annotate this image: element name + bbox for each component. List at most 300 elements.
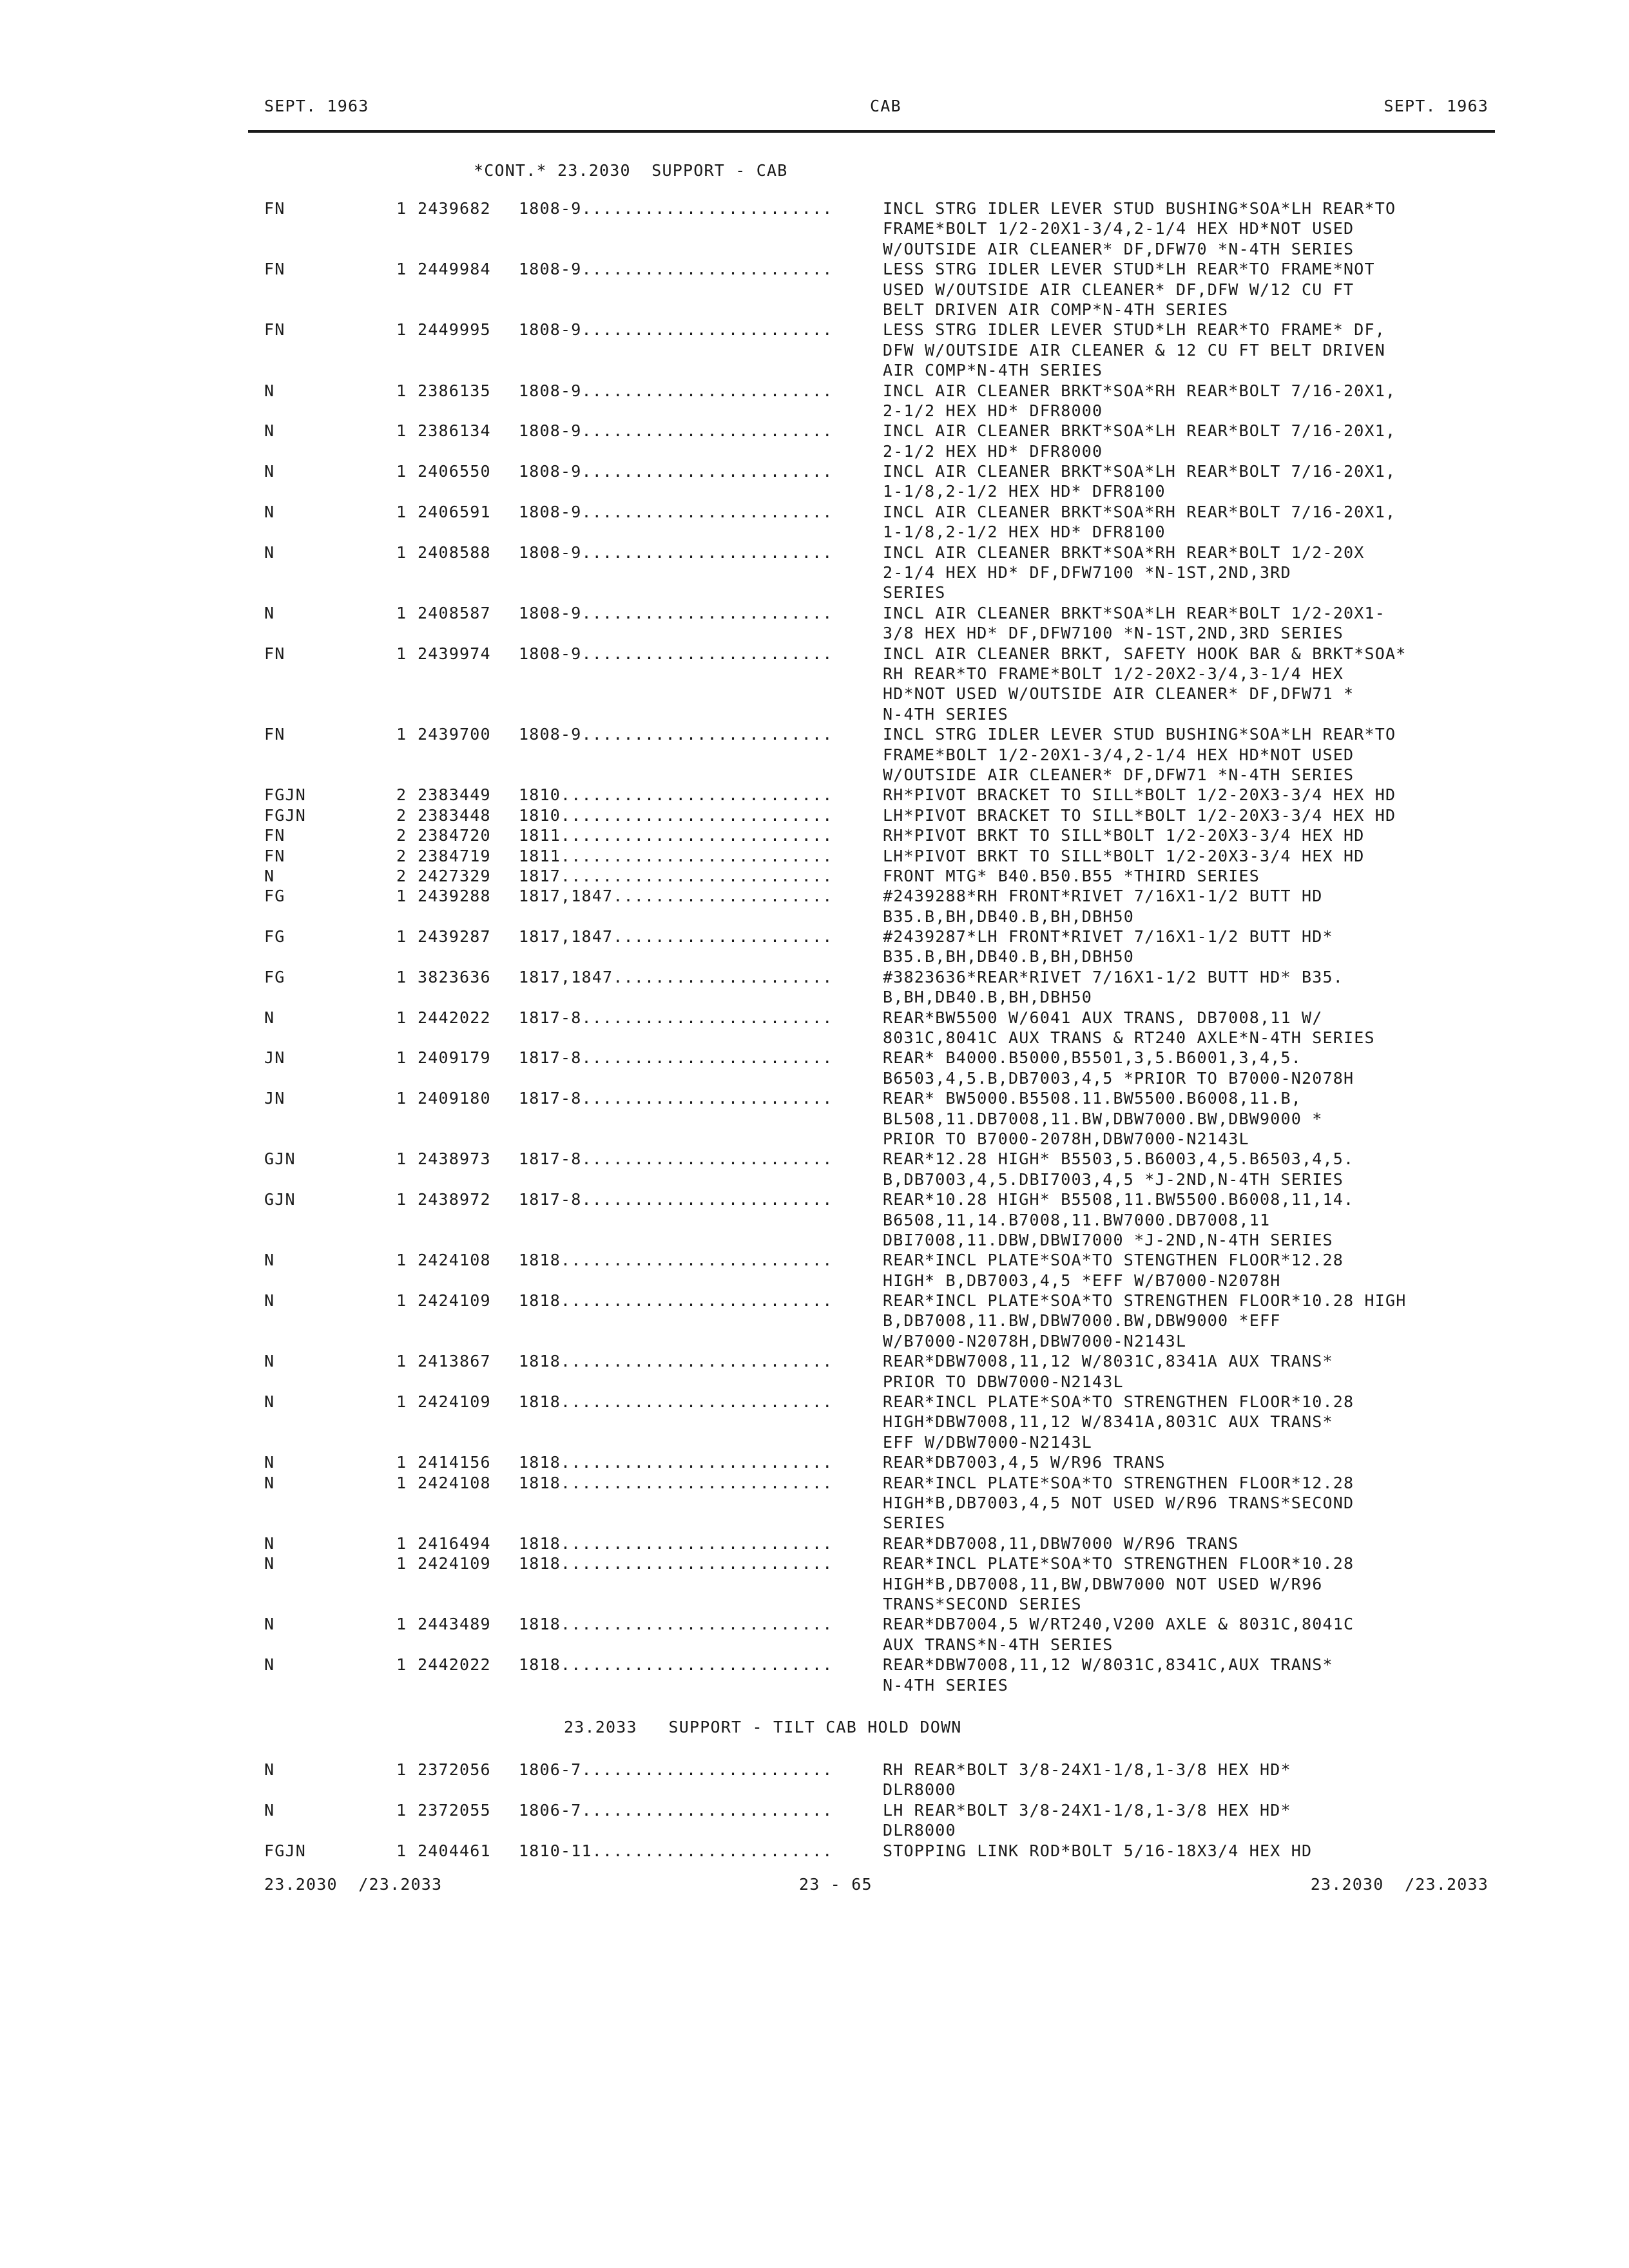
part-row-line bbox=[264, 421, 1514, 441]
quantity: 1 bbox=[396, 1473, 407, 1492]
model-code: JN bbox=[264, 1048, 285, 1068]
part-row-line bbox=[264, 1614, 1514, 1634]
figure-reference: 1806-7........................ bbox=[519, 1800, 833, 1820]
part-number: 2424108 bbox=[418, 1473, 491, 1492]
quantity: 1 bbox=[396, 887, 407, 906]
model-code: N bbox=[264, 1615, 275, 1634]
part-description: HIGH*DBW7008,11,12 W/8341A,8031C AUX TRANS* bbox=[883, 1412, 1333, 1432]
quantity: 1 bbox=[396, 1615, 407, 1634]
part-description: B,DB7003,4,5.DBI7003,4,5 *J-2ND,N-4TH SERIES bbox=[883, 1169, 1344, 1189]
part-number: 2372056 bbox=[418, 1760, 491, 1779]
figure-reference: 1817,1847..................... bbox=[519, 887, 833, 906]
model-code: FN bbox=[264, 199, 285, 218]
part-row-continuation bbox=[264, 1210, 1514, 1230]
part-number: 2372055 bbox=[418, 1800, 491, 1820]
part-description: W/OUTSIDE AIR CLEANER* DF,DFW71 *N-4TH SERIES bbox=[883, 765, 1354, 784]
part-row-continuation bbox=[264, 1129, 1514, 1149]
figure-reference: 1818.......................... bbox=[519, 1655, 833, 1675]
part-row bbox=[264, 381, 1514, 421]
part-row-line bbox=[264, 1655, 1514, 1675]
part-description: 3/8 HEX HD* DF,DFW7100 *N-1ST,2ND,3RD SERIES bbox=[883, 624, 1344, 643]
part-row bbox=[264, 825, 1514, 845]
part-description: HIGH*B,DB7008,11,BW,DBW7000 NOT USED W/R96 bbox=[883, 1574, 1323, 1593]
part-row-continuation bbox=[264, 522, 1514, 542]
part-description: #2439287*LH FRONT*RIVET 7/16X1-1/2 BUTT HD* bbox=[883, 927, 1333, 947]
part-description: STOPPING LINK ROD*BOLT 5/16-18X3/4 HEX HD bbox=[883, 1841, 1313, 1860]
part-row bbox=[264, 1149, 1514, 1189]
part-row-line bbox=[264, 1452, 1514, 1472]
part-row-continuation bbox=[264, 360, 1514, 380]
part-row bbox=[264, 1655, 1514, 1695]
quantity: 1 bbox=[396, 1533, 407, 1553]
model-code: N bbox=[264, 502, 275, 521]
figure-reference: 1818.......................... bbox=[519, 1251, 833, 1270]
model-code: N bbox=[264, 462, 275, 481]
figure-reference: 1817-8........................ bbox=[519, 1008, 833, 1027]
part-row-line bbox=[264, 866, 1514, 886]
quantity: 1 bbox=[396, 1149, 407, 1169]
part-description: BL508,11.DB7008,11.BW,DBW7000.BW,DBW9000 * bbox=[883, 1109, 1323, 1128]
part-description: B35.B,BH,DB40.B,BH,DBH50 bbox=[883, 947, 1135, 966]
model-code: N bbox=[264, 1453, 275, 1472]
figure-reference: 1817,1847..................... bbox=[519, 967, 833, 986]
model-code: FN bbox=[264, 846, 285, 865]
quantity: 1 bbox=[396, 1291, 407, 1311]
part-row-line bbox=[264, 1760, 1514, 1780]
model-code: FGJN bbox=[264, 785, 307, 805]
model-code: N bbox=[264, 1760, 275, 1779]
part-description: RH REAR*TO FRAME*BOLT 1/2-20X2-3/4,3-1/4 HEX bbox=[883, 664, 1344, 683]
part-number: 2439682 bbox=[418, 199, 491, 218]
part-row bbox=[264, 1250, 1514, 1291]
part-description: REAR*DB7004,5 W/RT240,V200 AXLE & 8031C,8041C bbox=[883, 1615, 1354, 1634]
part-row bbox=[264, 886, 1514, 927]
part-number: 2409179 bbox=[418, 1048, 491, 1068]
figure-reference: 1818.......................... bbox=[519, 1554, 833, 1573]
quantity: 1 bbox=[396, 1352, 407, 1371]
quantity: 1 bbox=[396, 260, 407, 279]
model-code: GJN bbox=[264, 1149, 296, 1169]
part-description: 2-1/4 HEX HD* DF,DFW7100 *N-1ST,2ND,3RD bbox=[883, 563, 1291, 582]
part-number: 2406550 bbox=[418, 462, 491, 481]
part-description: B6503,4,5.B,DB7003,4,5 *PRIOR TO B7000-N2078H bbox=[883, 1068, 1354, 1088]
part-row-line bbox=[264, 886, 1514, 906]
part-row bbox=[264, 1008, 1514, 1048]
part-description: LESS STRG IDLER LEVER STUD*LH REAR*TO FRAME*NOT bbox=[883, 260, 1375, 279]
part-row-continuation bbox=[264, 1372, 1514, 1392]
figure-reference: 1811.......................... bbox=[519, 826, 833, 845]
part-description: HIGH* B,DB7003,4,5 *EFF W/B7000-N2078H bbox=[883, 1271, 1281, 1290]
header-rule bbox=[248, 130, 1495, 133]
part-row-continuation bbox=[264, 745, 1514, 765]
model-code: N bbox=[264, 1473, 275, 1492]
model-code: FG bbox=[264, 967, 285, 986]
part-description: FRONT MTG* B40.B50.B55 *THIRD SERIES bbox=[883, 866, 1260, 885]
part-description: BELT DRIVEN AIR COMP*N-4TH SERIES bbox=[883, 300, 1229, 319]
part-description: B35.B,BH,DB40.B,BH,DBH50 bbox=[883, 907, 1135, 926]
quantity: 1 bbox=[396, 462, 407, 481]
part-description: INCL AIR CLEANER BRKT*SOA*LH REAR*BOLT 7/16-20X1, bbox=[883, 462, 1396, 481]
quantity: 1 bbox=[396, 1453, 407, 1472]
model-code: N bbox=[264, 1655, 275, 1675]
model-code: N bbox=[264, 1251, 275, 1270]
part-description: REAR*INCL PLATE*SOA*TO STRENGTHEN FLOOR*10.28 bbox=[883, 1392, 1354, 1412]
parts-list-tilt-cab-hold-down bbox=[264, 1760, 1514, 1861]
part-description: INCL AIR CLEANER BRKT*SOA*RH REAR*BOLT 7/16-20X1, bbox=[883, 381, 1396, 400]
part-number: 2424109 bbox=[418, 1291, 491, 1311]
figure-reference: 1811.......................... bbox=[519, 846, 833, 865]
quantity: 1 bbox=[396, 543, 407, 562]
part-row bbox=[264, 198, 1514, 259]
part-row bbox=[264, 1473, 1514, 1533]
footer-range-left: 23.2030 /23.2033 bbox=[264, 1875, 443, 1894]
quantity: 1 bbox=[396, 1089, 407, 1108]
part-description: DLR8000 bbox=[883, 1821, 956, 1840]
part-row-line bbox=[264, 1088, 1514, 1108]
part-number: 3823636 bbox=[418, 967, 491, 986]
figure-reference: 1808-9........................ bbox=[519, 260, 833, 279]
figure-reference: 1818.......................... bbox=[519, 1533, 833, 1553]
part-row-continuation bbox=[264, 1412, 1514, 1432]
quantity: 1 bbox=[396, 1800, 407, 1820]
part-number: 2439700 bbox=[418, 725, 491, 744]
figure-reference: 1808-9........................ bbox=[519, 421, 833, 441]
part-description: FRAME*BOLT 1/2-20X1-3/4,2-1/4 HEX HD*NOT USED bbox=[883, 219, 1354, 238]
part-row-continuation bbox=[264, 218, 1514, 238]
part-description: B,BH,DB40.B,BH,DBH50 bbox=[883, 988, 1093, 1007]
part-description: LH*PIVOT BRKT TO SILL*BOLT 1/2-20X3-3/4 HEX HD bbox=[883, 846, 1365, 865]
figure-reference: 1808-9........................ bbox=[519, 543, 833, 562]
part-row bbox=[264, 1048, 1514, 1088]
part-row-continuation bbox=[264, 947, 1514, 966]
part-number: 2416494 bbox=[418, 1533, 491, 1553]
part-row-continuation bbox=[264, 1311, 1514, 1331]
part-row-continuation bbox=[264, 1068, 1514, 1088]
part-number: 2449995 bbox=[418, 320, 491, 340]
part-row-continuation bbox=[264, 481, 1514, 501]
part-number: 2427329 bbox=[418, 866, 491, 885]
part-row-continuation bbox=[264, 704, 1514, 724]
quantity: 1 bbox=[396, 1760, 407, 1779]
model-code: N bbox=[264, 543, 275, 562]
part-row-continuation bbox=[264, 1109, 1514, 1129]
part-row-line bbox=[264, 1008, 1514, 1028]
part-number: 2409180 bbox=[418, 1089, 491, 1108]
model-code: N bbox=[264, 421, 275, 441]
part-row bbox=[264, 846, 1514, 866]
part-description: REAR* BW5000.B5508.11.BW5500.B6008,11.B, bbox=[883, 1089, 1302, 1108]
part-description: INCL AIR CLEANER BRKT, SAFETY HOOK BAR & BRKT*SOA* bbox=[883, 644, 1407, 663]
model-code: N bbox=[264, 1008, 275, 1027]
part-description: LH REAR*BOLT 3/8-24X1-1/8,1-3/8 HEX HD* bbox=[883, 1800, 1291, 1820]
part-row-line bbox=[264, 603, 1514, 623]
figure-reference: 1808-9........................ bbox=[519, 381, 833, 400]
part-row-continuation bbox=[264, 1271, 1514, 1291]
part-row-continuation bbox=[264, 765, 1514, 785]
part-row bbox=[264, 644, 1514, 725]
part-number: 2408588 bbox=[418, 543, 491, 562]
part-row bbox=[264, 866, 1514, 886]
header-date-right: SEPT. 1963 bbox=[1383, 97, 1489, 115]
figure-reference: 1808-9........................ bbox=[519, 320, 833, 340]
part-description: REAR*BW5500 W/6041 AUX TRANS, DB7008,11 W/ bbox=[883, 1008, 1323, 1027]
figure-reference: 1808-9........................ bbox=[519, 462, 833, 481]
figure-reference: 1818.......................... bbox=[519, 1473, 833, 1492]
part-row-line bbox=[264, 320, 1514, 340]
model-code: JN bbox=[264, 1089, 285, 1108]
quantity: 1 bbox=[396, 1008, 407, 1027]
quantity: 1 bbox=[396, 421, 407, 441]
figure-reference: 1818.......................... bbox=[519, 1392, 833, 1412]
part-description: W/B7000-N2078H,DBW7000-N2143L bbox=[883, 1331, 1187, 1350]
part-number: 2438973 bbox=[418, 1149, 491, 1169]
part-row-line bbox=[264, 461, 1514, 481]
part-description: AUX TRANS*N-4TH SERIES bbox=[883, 1635, 1113, 1654]
part-description: #2439288*RH FRONT*RIVET 7/16X1-1/2 BUTT HD bbox=[883, 887, 1323, 906]
quantity: 1 bbox=[396, 1841, 407, 1860]
part-description: #3823636*REAR*RIVET 7/16X1-1/2 BUTT HD* B35. bbox=[883, 967, 1344, 986]
part-description: RH*PIVOT BRKT TO SILL*BOLT 1/2-20X3-3/4 HEX HD bbox=[883, 826, 1365, 845]
quantity: 1 bbox=[396, 1048, 407, 1068]
part-row-continuation bbox=[264, 1820, 1514, 1840]
model-code: GJN bbox=[264, 1190, 296, 1209]
part-row-line bbox=[264, 724, 1514, 744]
header-date-left: SEPT. 1963 bbox=[264, 97, 369, 115]
part-row-continuation bbox=[264, 1635, 1514, 1655]
part-row-line bbox=[264, 259, 1514, 279]
part-row-continuation bbox=[264, 441, 1514, 461]
part-row-line bbox=[264, 502, 1514, 522]
quantity: 2 bbox=[396, 785, 407, 805]
quantity: 1 bbox=[396, 320, 407, 340]
part-row bbox=[264, 1533, 1514, 1553]
part-row-line bbox=[264, 543, 1514, 562]
part-description: B,DB7008,11.BW,DBW7000.BW,DBW9000 *EFF bbox=[883, 1311, 1281, 1331]
part-description: W/OUTSIDE AIR CLEANER* DF,DFW70 *N-4TH SERIES bbox=[883, 239, 1354, 258]
quantity: 1 bbox=[396, 502, 407, 521]
part-number: 2408587 bbox=[418, 603, 491, 622]
figure-reference: 1808-9........................ bbox=[519, 603, 833, 622]
part-row-line bbox=[264, 381, 1514, 401]
part-row-line bbox=[264, 1351, 1514, 1371]
part-description: B6508,11,14.B7008,11.BW7000.DB7008,11 bbox=[883, 1210, 1271, 1229]
part-row bbox=[264, 1614, 1514, 1655]
part-description: REAR*INCL PLATE*SOA*TO STENGTHEN FLOOR*12.28 bbox=[883, 1251, 1344, 1270]
part-row bbox=[264, 1800, 1514, 1841]
model-code: FGJN bbox=[264, 805, 307, 825]
part-description: FRAME*BOLT 1/2-20X1-3/4,2-1/4 HEX HD*NOT USED bbox=[883, 745, 1354, 764]
part-description: LH*PIVOT BRACKET TO SILL*BOLT 1/2-20X3-3/4 HEX HD bbox=[883, 805, 1396, 825]
part-description: 1-1/8,2-1/2 HEX HD* DFR8100 bbox=[883, 523, 1166, 542]
figure-reference: 1810-11....................... bbox=[519, 1841, 833, 1860]
page-number: 23 - 65 bbox=[799, 1875, 872, 1894]
part-row-continuation bbox=[264, 1230, 1514, 1250]
part-row bbox=[264, 1392, 1514, 1452]
part-row-continuation bbox=[264, 401, 1514, 421]
part-row-line bbox=[264, 1250, 1514, 1270]
part-number: 2442022 bbox=[418, 1008, 491, 1027]
part-description: 1-1/8,2-1/2 HEX HD* DFR8100 bbox=[883, 482, 1166, 501]
part-description: TRANS*SECOND SERIES bbox=[883, 1594, 1082, 1613]
part-number: 2383449 bbox=[418, 785, 491, 805]
quantity: 1 bbox=[396, 967, 407, 986]
part-row bbox=[264, 461, 1514, 502]
part-description: REAR*DBW7008,11,12 W/8031C,8341C,AUX TRANS* bbox=[883, 1655, 1333, 1675]
figure-reference: 1808-9........................ bbox=[519, 502, 833, 521]
part-number: 2424109 bbox=[418, 1554, 491, 1573]
part-row-continuation bbox=[264, 1675, 1514, 1695]
quantity: 1 bbox=[396, 927, 407, 947]
part-description: REAR*10.28 HIGH* B5508,11.BW5500.B6008,11,14. bbox=[883, 1190, 1354, 1209]
part-row-line bbox=[264, 927, 1514, 947]
part-number: 2406591 bbox=[418, 502, 491, 521]
part-description: N-4TH SERIES bbox=[883, 704, 1009, 724]
part-row-continuation bbox=[264, 300, 1514, 320]
part-row bbox=[264, 1088, 1514, 1149]
model-code: N bbox=[264, 1392, 275, 1412]
quantity: 2 bbox=[396, 866, 407, 885]
part-row-line bbox=[264, 1392, 1514, 1412]
part-row bbox=[264, 259, 1514, 320]
quantity: 1 bbox=[396, 1655, 407, 1675]
part-number: 2386135 bbox=[418, 381, 491, 400]
part-number: 2384719 bbox=[418, 846, 491, 865]
part-number: 2439974 bbox=[418, 644, 491, 663]
part-description: INCL AIR CLEANER BRKT*SOA*LH REAR*BOLT 7/16-20X1, bbox=[883, 421, 1396, 441]
part-row-continuation bbox=[264, 280, 1514, 300]
figure-reference: 1817-8........................ bbox=[519, 1089, 833, 1108]
quantity: 1 bbox=[396, 1392, 407, 1412]
part-row-line bbox=[264, 825, 1514, 845]
part-row-line bbox=[264, 1291, 1514, 1311]
part-description: RH*PIVOT BRACKET TO SILL*BOLT 1/2-20X3-3/4 HEX HD bbox=[883, 785, 1396, 805]
model-code: N bbox=[264, 1352, 275, 1371]
model-code: N bbox=[264, 1800, 275, 1820]
part-number: 2413867 bbox=[418, 1352, 491, 1371]
page-header bbox=[264, 97, 1489, 122]
part-number: 2384720 bbox=[418, 826, 491, 845]
part-number: 2442022 bbox=[418, 1655, 491, 1675]
quantity: 1 bbox=[396, 1190, 407, 1209]
part-description: N-4TH SERIES bbox=[883, 1675, 1009, 1695]
part-row bbox=[264, 1291, 1514, 1351]
header-section-name: CAB bbox=[870, 97, 901, 115]
figure-reference: 1817-8........................ bbox=[519, 1149, 833, 1169]
model-code: N bbox=[264, 381, 275, 400]
quantity: 2 bbox=[396, 826, 407, 845]
section-title-support-cab: *CONT.* 23.2030 SUPPORT - CAB bbox=[474, 161, 788, 180]
model-code: FN bbox=[264, 260, 285, 279]
part-row bbox=[264, 785, 1514, 805]
part-description: SERIES bbox=[883, 583, 946, 602]
part-row-line bbox=[264, 1841, 1514, 1861]
part-row bbox=[264, 1189, 1514, 1250]
part-row-continuation bbox=[264, 340, 1514, 360]
part-description: REAR*DB7008,11,DBW7000 W/R96 TRANS bbox=[883, 1533, 1239, 1553]
part-row-line bbox=[264, 644, 1514, 664]
figure-reference: 1818.......................... bbox=[519, 1615, 833, 1634]
model-code: N bbox=[264, 1554, 275, 1573]
part-row-line bbox=[264, 1048, 1514, 1068]
part-description: 2-1/2 HEX HD* DFR8000 bbox=[883, 401, 1103, 420]
part-row-line bbox=[264, 967, 1514, 987]
part-description: PRIOR TO B7000-2078H,DBW7000-N2143L bbox=[883, 1129, 1249, 1148]
figure-reference: 1810.......................... bbox=[519, 805, 833, 825]
part-description: LESS STRG IDLER LEVER STUD*LH REAR*TO FRAME* DF, bbox=[883, 320, 1386, 340]
figure-reference: 1817,1847..................... bbox=[519, 927, 833, 947]
model-code: FGJN bbox=[264, 1841, 307, 1860]
figure-reference: 1817.......................... bbox=[519, 866, 833, 885]
part-row-line bbox=[264, 1553, 1514, 1573]
part-number: 2414156 bbox=[418, 1453, 491, 1472]
part-row-continuation bbox=[264, 1028, 1514, 1048]
model-code: FN bbox=[264, 644, 285, 663]
part-row-line bbox=[264, 1533, 1514, 1553]
part-row-continuation bbox=[264, 1780, 1514, 1800]
part-row bbox=[264, 1841, 1514, 1861]
figure-reference: 1808-9........................ bbox=[519, 644, 833, 663]
quantity: 1 bbox=[396, 725, 407, 744]
part-row-line bbox=[264, 805, 1514, 825]
part-description: REAR*INCL PLATE*SOA*TO STRENGTHEN FLOOR*12.28 bbox=[883, 1473, 1354, 1492]
model-code: FG bbox=[264, 887, 285, 906]
part-description: HIGH*B,DB7003,4,5 NOT USED W/R96 TRANS*SECOND bbox=[883, 1494, 1354, 1512]
part-row-line bbox=[264, 1473, 1514, 1493]
part-row-continuation bbox=[264, 1331, 1514, 1351]
section-title-tilt-cab-hold-down: 23.2033 SUPPORT - TILT CAB HOLD DOWN bbox=[564, 1718, 962, 1736]
part-row-line bbox=[264, 1149, 1514, 1169]
part-row-continuation bbox=[264, 623, 1514, 643]
part-description: 8031C,8041C AUX TRANS & RT240 AXLE*N-4TH SERIES bbox=[883, 1028, 1375, 1048]
part-description: REAR*INCL PLATE*SOA*TO STRENGTHEN FLOOR*10.28 HIGH bbox=[883, 1291, 1407, 1311]
figure-reference: 1818.......................... bbox=[519, 1352, 833, 1371]
figure-reference: 1818.......................... bbox=[519, 1453, 833, 1472]
part-row bbox=[264, 502, 1514, 543]
part-description: PRIOR TO DBW7000-N2143L bbox=[883, 1372, 1124, 1391]
figure-reference: 1817-8........................ bbox=[519, 1048, 833, 1068]
model-code: N bbox=[264, 1291, 275, 1311]
part-description: REAR*DB7003,4,5 W/R96 TRANS bbox=[883, 1453, 1166, 1472]
part-description: 2-1/2 HEX HD* DFR8000 bbox=[883, 441, 1103, 461]
part-number: 2438972 bbox=[418, 1190, 491, 1209]
part-row-continuation bbox=[264, 1493, 1514, 1513]
part-row bbox=[264, 1452, 1514, 1472]
part-description: INCL AIR CLEANER BRKT*SOA*RH REAR*BOLT 7/16-20X1, bbox=[883, 502, 1396, 521]
part-description: AIR COMP*N-4TH SERIES bbox=[883, 361, 1103, 380]
part-row-continuation bbox=[264, 1513, 1514, 1533]
part-description: INCL AIR CLEANER BRKT*SOA*RH REAR*BOLT 1/2-20X bbox=[883, 543, 1365, 562]
quantity: 1 bbox=[396, 199, 407, 218]
part-row-line bbox=[264, 846, 1514, 866]
part-description: DFW W/OUTSIDE AIR CLEANER & 12 CU FT BELT DRIVEN bbox=[883, 340, 1386, 360]
model-code: N bbox=[264, 866, 275, 885]
figure-reference: 1808-9........................ bbox=[519, 199, 833, 218]
part-description: REAR* B4000.B5000,B5501,3,5.B6001,3,4,5. bbox=[883, 1048, 1302, 1068]
part-row bbox=[264, 805, 1514, 825]
page-footer bbox=[264, 1875, 1489, 1901]
quantity: 1 bbox=[396, 1251, 407, 1270]
part-row bbox=[264, 421, 1514, 461]
model-code: FN bbox=[264, 725, 285, 744]
quantity: 1 bbox=[396, 1554, 407, 1573]
part-description: RH REAR*BOLT 3/8-24X1-1/8,1-3/8 HEX HD* bbox=[883, 1760, 1291, 1779]
figure-reference: 1806-7........................ bbox=[519, 1760, 833, 1779]
part-row bbox=[264, 1553, 1514, 1614]
part-row bbox=[264, 967, 1514, 1008]
part-row-continuation bbox=[264, 987, 1514, 1007]
quantity: 2 bbox=[396, 846, 407, 865]
part-number: 2386134 bbox=[418, 421, 491, 441]
